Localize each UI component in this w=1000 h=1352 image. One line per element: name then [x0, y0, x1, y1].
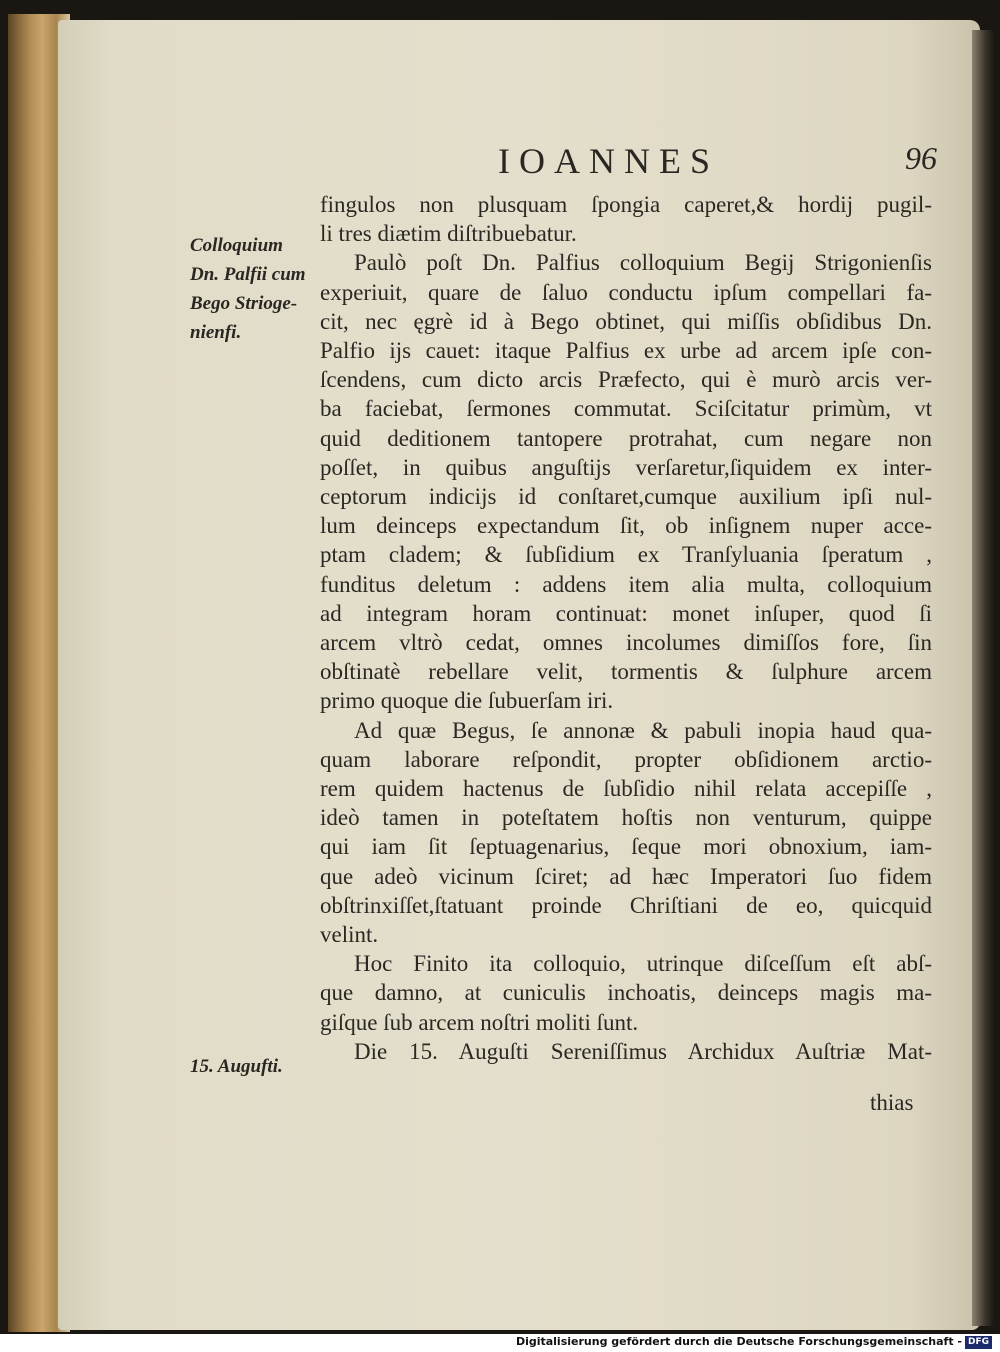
- text-line: ptam cladem; & ſubſidium ex Tranſyluania ſperatum ,: [320, 542, 932, 568]
- text-line: qui iam ſit ſeptuagenarius, ſeque mori obnoxium, iam-: [320, 834, 932, 860]
- dfg-logo: DFG: [965, 1336, 992, 1349]
- body-text: [320, 190, 932, 1066]
- running-head: IOANNES: [498, 141, 719, 181]
- text-line: quid deditionem tantopere protrahat, cum negare non: [320, 425, 932, 451]
- footer-credit: Digitalisierung gefördert durch die Deutsche Forschungsgemeinschaft -: [515, 1335, 962, 1348]
- text-line: ad integram horam continuat: monet inſuper, quod ſi: [320, 600, 932, 626]
- text-line: cit, nec ęgrè id à Bego obtinet, qui miſſis obſidibus Dn.: [320, 308, 932, 334]
- text-line: rem quidem hactenus de ſubſidio nihil relata accepiſſe ,: [320, 776, 932, 802]
- text-line: que adeò vicinum ſciret; ad hæc Imperatori ſuo fidem: [320, 863, 932, 889]
- text-line: primo quoque die ſubuerſam iri.: [320, 688, 614, 714]
- text-line: Hoc Finito ita colloquio, utrinque diſceſſum eſt abſ-: [354, 951, 932, 977]
- page-number: 96: [905, 140, 937, 176]
- text-line: ba faciebat, ſermones commutat. Sciſcitatur primùm, vt: [320, 396, 932, 422]
- text-line: experiuit, quare de ſaluo conductu ipſum compellari fa-: [320, 279, 932, 305]
- text-line: li tres diætim diſtribuebatur.: [320, 221, 577, 247]
- page-gutter-shadow: [972, 30, 994, 1326]
- text-line: que damno, at cuniculis inchoatis, deinceps magis ma-: [320, 980, 932, 1006]
- margin-line: Colloquium: [190, 235, 283, 256]
- margin-line: nienfi.: [190, 322, 242, 343]
- text-line: obſtinatè rebellare velit, tormentis & ſulphure arcem: [320, 659, 932, 685]
- text-line: quam laborare reſpondit, propter obſidionem arctio-: [320, 746, 932, 772]
- margin-line: 15. Augufti.: [190, 1056, 283, 1077]
- text-line: funditus deletum : addens item alia multa, colloquium: [320, 571, 932, 597]
- catchword: thias: [870, 1090, 914, 1115]
- text-line: Die 15. Auguſti Sereniſſimus Archidux Auſtriæ Mat-: [354, 1038, 932, 1064]
- text-line: Palfio ijs cauet: itaque Palfius ex urbe ad arcem ipſe con-: [320, 338, 932, 364]
- text-line: velint.: [320, 922, 379, 948]
- text-line: Ad quæ Begus, ſe annonæ & pabuli inopia haud qua-: [354, 717, 932, 743]
- margin-note-colloquium: [190, 231, 340, 347]
- text-line: ceptorum indicijs id conſtaret,cumque auxilium ipſi nul-: [320, 484, 932, 510]
- text-line: fingulos non plusquam ſpongia caperet,& hordij pugil-: [320, 192, 932, 217]
- margin-line: Bego Strioge-: [190, 293, 298, 314]
- text-line: Paulò poſt Dn. Palfius colloquium Begij Strigonienſis: [354, 250, 932, 276]
- text-line: lum deinceps expectandum ſit, ob inſignem nuper acce-: [320, 513, 932, 539]
- margin-note-date: [190, 1052, 340, 1081]
- text-line: ideò tamen in poteſtatem hoſtis non venturum, quippe: [320, 805, 932, 831]
- margin-line: Dn. Palfii cum: [190, 264, 306, 285]
- text-line: obſtrinxiſſet,ſtatuant proinde Chriſtiani de eo, quicquid: [320, 892, 932, 918]
- footer-bar: [0, 1334, 1000, 1352]
- text-line: arcem vltrò cedat, omnes incolumes dimiſſos fore, ſin: [320, 630, 932, 656]
- text-line: ſcendens, cum dicto arcis Præfecto, qui è murò arcis ver-: [320, 367, 932, 393]
- text-line: giſque ſub arcem noſtri moliti ſunt.: [320, 1009, 639, 1035]
- text-line: poſſet, in quibus anguſtijs verſaretur,ſiquidem ex inter-: [320, 454, 932, 480]
